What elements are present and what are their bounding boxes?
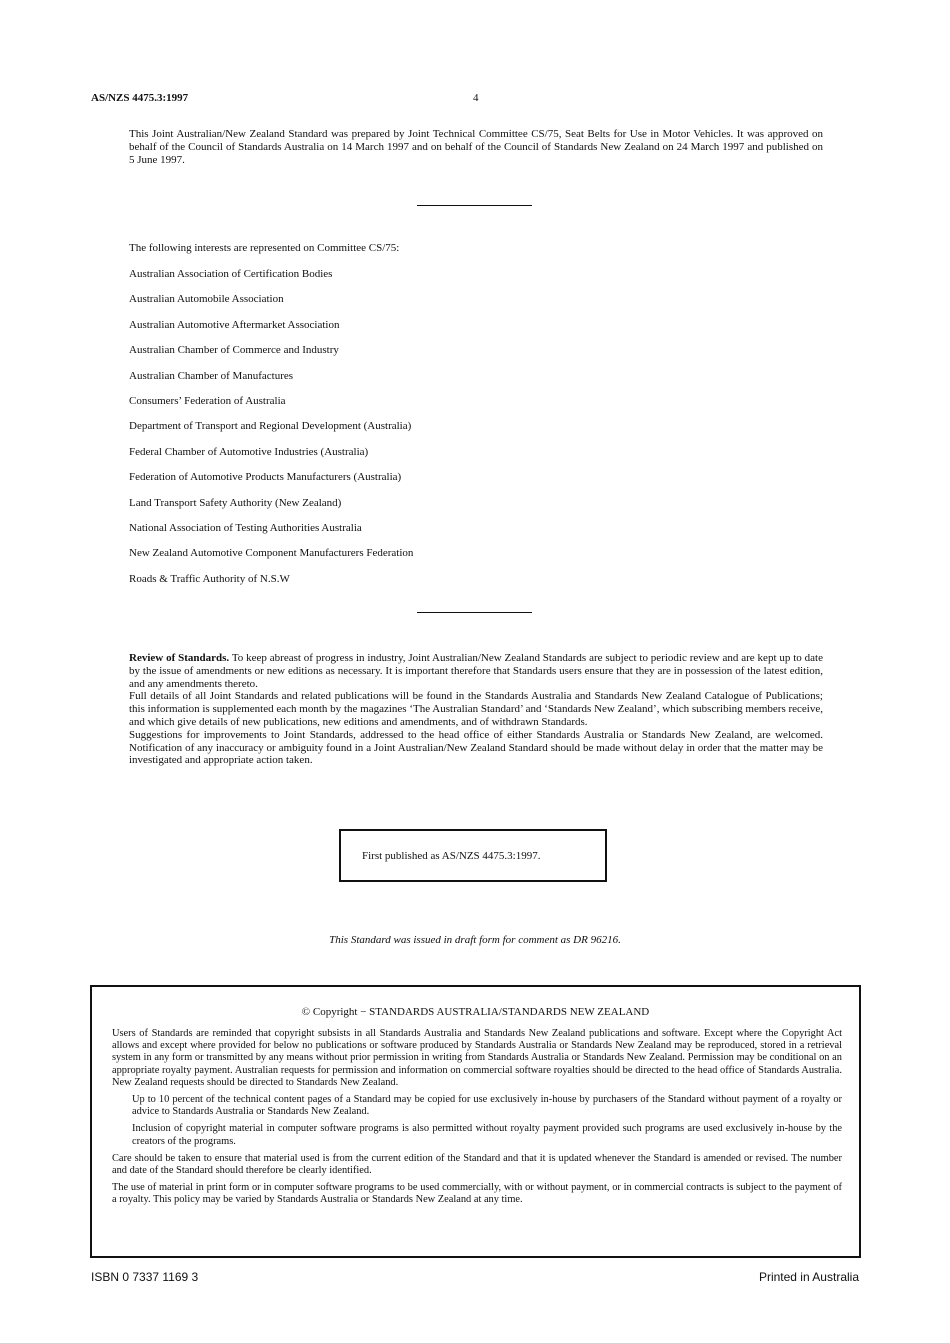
copyright-paragraph: Care should be taken to ensure that material used is from the current edition of the Standard and that it is updated whenever the Standard is amended or revised. The number and date of the Standard should therefore be clearly identified.: [112, 1152, 842, 1177]
review-paragraph: Suggestions for improvements to Joint Standards, addressed to the head office of either Standards Australia or Standards New Zealand, are welcomed. Notification of any inaccuracy or ambiguity found in a Joint Australian/New Zealand Standard should be made without delay in order that the matter may be investigated and appropriate action taken.: [129, 728, 823, 767]
printed-in: Printed in Australia: [758, 1270, 859, 1284]
page-number: 4: [473, 92, 479, 104]
review-paragraph: [129, 652, 823, 690]
committee-member: Land Transport Safety Authority (New Zealand): [129, 496, 342, 509]
copyright-title: © Copyright − STANDARDS AUSTRALIA/STANDARDS NEW ZEALAND: [301, 1006, 650, 1018]
committee-members-list: [129, 268, 413, 598]
copyright-paragraph: Inclusion of copyright material in computer software programs is also permitted without royalty payment provided such programs are used exclusively in-house by the creators of the programs.: [132, 1123, 842, 1147]
copyright-paragraph: The use of material in print form or in computer software programs to be used commercially, with or without payment, or in commercial contracts is subject to the payment of a royalty. This policy may be varied by Standards Australia or Standards New Zealand at any time.: [112, 1182, 842, 1206]
draft-note: This Standard was issued in draft form for comment as DR 96216.: [329, 934, 621, 946]
standard-id: AS/NZS 4475.3:1997: [91, 92, 189, 104]
isbn: ISBN 0 7337 1169 3: [91, 1270, 199, 1284]
first-published-box: [339, 829, 607, 882]
intro-paragraph: This Joint Australian/New Zealand Standard was prepared by Joint Technical Committee CS/75, Seat Belts for Use in Motor Vehicles. It was approved on behalf of the Council of Standards Australia on 14 March 1997 and on behalf of the Council of Standards New Zealand on 24 March 1997 and published on 5 June 1997.: [129, 128, 823, 166]
committee-heading: The following interests are represented on Committee CS/75:: [129, 242, 400, 254]
copyright-box: [90, 985, 861, 1258]
copyright-paragraph: Up to 10 percent of the technical content pages of a Standard may be copied for use exclusively in-house by purchasers of the Standard without payment of a royalty or advice to Standards Australia or Standards New Zealand.: [132, 1094, 842, 1118]
review-lead: Review of Standards.: [129, 652, 230, 664]
review-of-standards: [129, 652, 823, 767]
review-text: To keep abreast of progress in industry, Joint Australian/New Zealand Standards are subject to periodic review and are kept up to date by the issue of amendments or new editions as necessary. It is important therefore that Standards users ensure that they are in possession of the latest edition, and any amendments thereto.: [129, 652, 823, 690]
copyright-body: [112, 1028, 842, 1212]
committee-member: Federation of Automotive Products Manufacturers (Australia): [129, 471, 402, 484]
committee-member: Australian Chamber of Commerce and Industry: [129, 344, 339, 357]
committee-member: Australian Chamber of Manufactures: [129, 369, 294, 382]
page-footer: [91, 1270, 859, 1286]
committee-member: Department of Transport and Regional Development (Australia): [129, 420, 412, 433]
committee-member: Australian Association of Certification Bodies: [129, 268, 333, 280]
page-header: [91, 92, 859, 108]
committee-member: Federal Chamber of Automotive Industries (Australia): [129, 445, 369, 458]
copyright-paragraph: Users of Standards are reminded that copyright subsists in all Standards Australia and Standards New Zealand publications and software. Except where the Copyright Act allows and except where provided for below no publications or software produced by Standards Australia or Standards New Zealand may be reproduced, stored in a retrieval system in any form or transmitted by any means without prior permission in writing from Standards Australia or Standards New Zealand. Permission may be conditional on an appropriate royalty payment. Australian requests for permission and information on commercial software royalties should be directed to the head office of Standards Australia. New Zealand requests should be directed to Standards New Zealand.: [112, 1028, 842, 1088]
committee-member: Consumers’ Federation of Australia: [129, 394, 286, 407]
review-paragraph: Full details of all Joint Standards and related publications will be found in the Standards Australia and Standards New Zealand Catalogue of Publications; this information is supplemented each month by the magazines ‘The Australian Standard’ and ‘Standards New Zealand’, which subscribing members receive, and which give details of new publications, new editions and amendments, and of withdrawn Standards.: [129, 690, 823, 728]
committee-member: Australian Automotive Aftermarket Association: [129, 318, 340, 331]
divider-rule: [417, 612, 532, 613]
divider-rule: [417, 205, 532, 206]
first-published-text: First published as AS/NZS 4475.3:1997.: [362, 850, 541, 862]
committee-member: Australian Automobile Association: [129, 293, 284, 306]
committee-member: National Association of Testing Authorities Australia: [129, 521, 362, 534]
committee-member: Roads & Traffic Authority of N.S.W: [129, 572, 290, 585]
committee-member: New Zealand Automotive Component Manufacturers Federation: [129, 547, 414, 560]
